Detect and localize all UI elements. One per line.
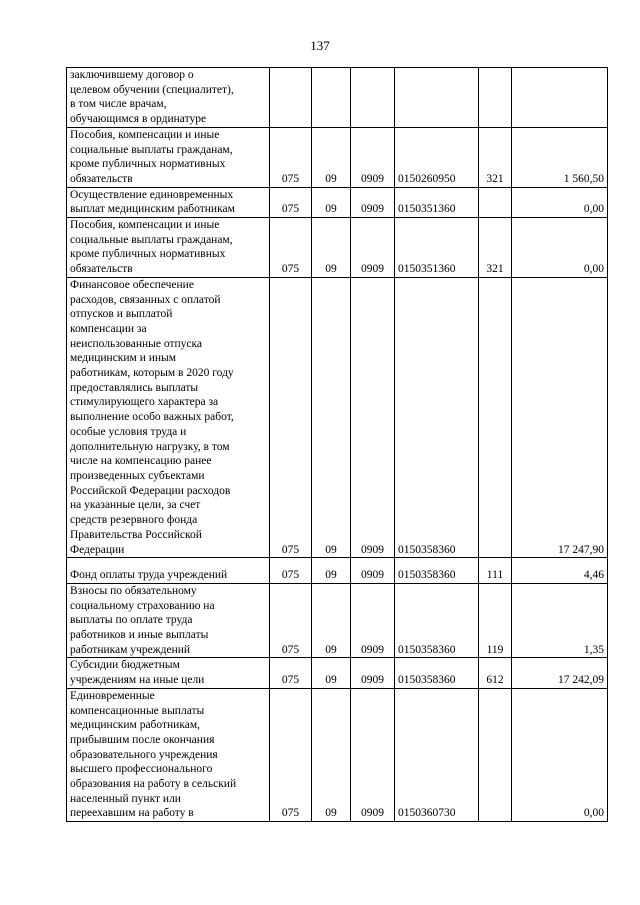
budget-table (66, 67, 608, 822)
row-section-cell: 09 (312, 658, 351, 688)
row-name-line: на указанные цели, за счет (70, 499, 201, 512)
row-name-line: компенсационные выплаты (70, 704, 205, 717)
row-target-cell: 0150358360 (395, 558, 479, 584)
row-section-cell: 09 (312, 187, 351, 217)
row-subsection-cell: 0909 (351, 688, 395, 821)
row-section-cell (312, 68, 351, 128)
table-row (67, 68, 608, 128)
row-code-cell: 075 (270, 187, 312, 217)
row-target-cell: 0150358360 (395, 583, 479, 658)
row-name-line: стимулирующего характера за (70, 396, 219, 409)
row-name-line: Фонд оплаты труда учреждений (70, 569, 228, 582)
row-name-line: кроме публичных нормативных (70, 248, 226, 261)
row-name-line: Правительства Российской (70, 528, 202, 541)
row-name-line: неиспользованные отпуска (70, 337, 203, 350)
row-name-cell (67, 68, 270, 128)
row-sum-cell: 1,35 (512, 583, 608, 658)
row-type-cell (479, 688, 512, 821)
row-name-line: Осуществление единовременных (70, 188, 234, 201)
row-section-cell: 09 (312, 558, 351, 584)
row-code-cell: 075 (270, 277, 312, 557)
table-row (67, 187, 608, 217)
row-name-cell (67, 127, 270, 187)
row-name-line: средств резервного фонда (70, 514, 198, 527)
row-sum-cell: 0,00 (512, 218, 608, 278)
row-subsection-cell: 0909 (351, 277, 395, 557)
row-code-cell: 075 (270, 218, 312, 278)
table-row (67, 558, 608, 584)
row-spacer (70, 558, 266, 568)
row-target-cell: 0150358360 (395, 277, 479, 557)
table-row (67, 688, 608, 821)
row-name-line: кроме публичных нормативных (70, 158, 226, 171)
row-sum-cell: 1 560,50 (512, 127, 608, 187)
row-type-cell: 321 (479, 127, 512, 187)
row-name-line: Российской Федерации расходов (70, 484, 231, 497)
row-subsection-cell: 0909 (351, 583, 395, 658)
row-type-cell: 111 (479, 558, 512, 584)
table-row (67, 218, 608, 278)
row-section-cell: 09 (312, 127, 351, 187)
row-name-line: учреждениям на иные цели (70, 674, 205, 687)
row-section-cell: 09 (312, 277, 351, 557)
row-name-cell (67, 688, 270, 821)
row-name-line: числе на компенсацию ранее (70, 455, 212, 468)
row-name-line: медицинским работникам, (70, 719, 201, 732)
row-name-line: работникам, которым в 2020 году (70, 367, 234, 380)
row-target-cell: 0150360730 (395, 688, 479, 821)
row-section-cell: 09 (312, 688, 351, 821)
row-name-cell (67, 558, 270, 584)
row-name-line: расходов, связанных с оплатой (70, 293, 221, 306)
row-type-cell (479, 187, 512, 217)
row-name-cell (67, 583, 270, 658)
row-section-cell: 09 (312, 218, 351, 278)
row-target-cell: 0150351360 (395, 218, 479, 278)
row-name-line: социальные выплаты гражданам, (70, 233, 233, 246)
row-name-cell (67, 277, 270, 557)
row-subsection-cell: 0909 (351, 187, 395, 217)
row-code-cell: 075 (270, 558, 312, 584)
row-subsection-cell: 0909 (351, 558, 395, 584)
row-name-line: обязательств (70, 172, 133, 185)
row-name-line: прибывшим после окончания (70, 733, 215, 746)
row-name-line: дополнительную нагрузку, в том (70, 440, 230, 453)
row-subsection-cell: 0909 (351, 127, 395, 187)
row-sum-cell (512, 68, 608, 128)
table-row (67, 277, 608, 557)
row-type-cell (479, 68, 512, 128)
row-name-line: выплаты по оплате труда (70, 614, 193, 627)
table-row (67, 658, 608, 688)
row-code-cell: 075 (270, 583, 312, 658)
row-sum-cell: 17 247,90 (512, 277, 608, 557)
row-name-line: Федерации (70, 543, 125, 556)
page-number: 137 (310, 38, 330, 53)
table-row (67, 127, 608, 187)
row-name-line: Взносы по обязательному (70, 584, 197, 597)
row-type-cell: 321 (479, 218, 512, 278)
row-name-line: предоставлялись выплаты (70, 381, 199, 394)
row-sum-cell: 0,00 (512, 688, 608, 821)
row-name-line: медицинским и иным (70, 352, 177, 365)
row-name-line: произведенных субъектами (70, 469, 205, 482)
row-code-cell: 075 (270, 658, 312, 688)
row-name-line: работникам учреждений (70, 643, 191, 656)
row-name-line: Субсидии бюджетным (70, 659, 180, 672)
row-name-line: в том числе врачам, (70, 98, 167, 111)
row-section-cell: 09 (312, 583, 351, 658)
row-type-cell (479, 277, 512, 557)
row-name-cell (67, 218, 270, 278)
row-subsection-cell: 0909 (351, 658, 395, 688)
row-name-cell (67, 187, 270, 217)
row-name-line: высшего профессионального (70, 763, 213, 776)
row-subsection-cell: 0909 (351, 218, 395, 278)
row-name-line: целевом обучении (специалитет), (70, 83, 234, 96)
row-type-cell: 612 (479, 658, 512, 688)
row-name-line: социальному страхованию на (70, 599, 215, 612)
row-sum-cell: 0,00 (512, 187, 608, 217)
row-name-line: образовательного учреждения (70, 748, 218, 761)
row-name-line: заключившему договор о (70, 69, 194, 81)
row-target-cell: 0150358360 (395, 658, 479, 688)
row-sum-cell: 4,46 (512, 558, 608, 584)
row-target-cell: 0150351360 (395, 187, 479, 217)
row-name-line: Финансовое обеспечение (70, 278, 194, 291)
row-name-line: выплат медицинским работникам (70, 203, 235, 216)
row-code-cell (270, 68, 312, 128)
row-name-line: Пособия, компенсации и иные (70, 128, 220, 141)
row-name-line: населенный пункт или (70, 792, 181, 805)
row-code-cell: 075 (270, 688, 312, 821)
row-target-cell (395, 68, 479, 128)
row-name-line: Единовременные (70, 689, 155, 702)
row-name-line: обязательств (70, 263, 133, 276)
row-sum-cell: 17 242,09 (512, 658, 608, 688)
row-type-cell: 119 (479, 583, 512, 658)
row-name-line: образования на работу в сельский (70, 778, 237, 791)
row-name-line: социальные выплаты гражданам, (70, 143, 233, 156)
row-name-line: Пособия, компенсации и иные (70, 219, 220, 232)
row-name-line: отпусков и выплатой (70, 308, 173, 321)
row-name-line: работников и иные выплаты (70, 629, 209, 642)
row-name-cell (67, 658, 270, 688)
row-name-line: выполнение особо важных работ, (70, 411, 234, 424)
table-row (67, 583, 608, 658)
row-name-line: особые условия труда и (70, 425, 187, 438)
row-code-cell: 075 (270, 127, 312, 187)
row-subsection-cell (351, 68, 395, 128)
row-name-line: обучающимся в ординатуре (70, 113, 207, 126)
row-name-line: переехавшим на работу в (70, 807, 194, 820)
row-name-line: компенсации за (70, 322, 147, 335)
row-target-cell: 0150260950 (395, 127, 479, 187)
